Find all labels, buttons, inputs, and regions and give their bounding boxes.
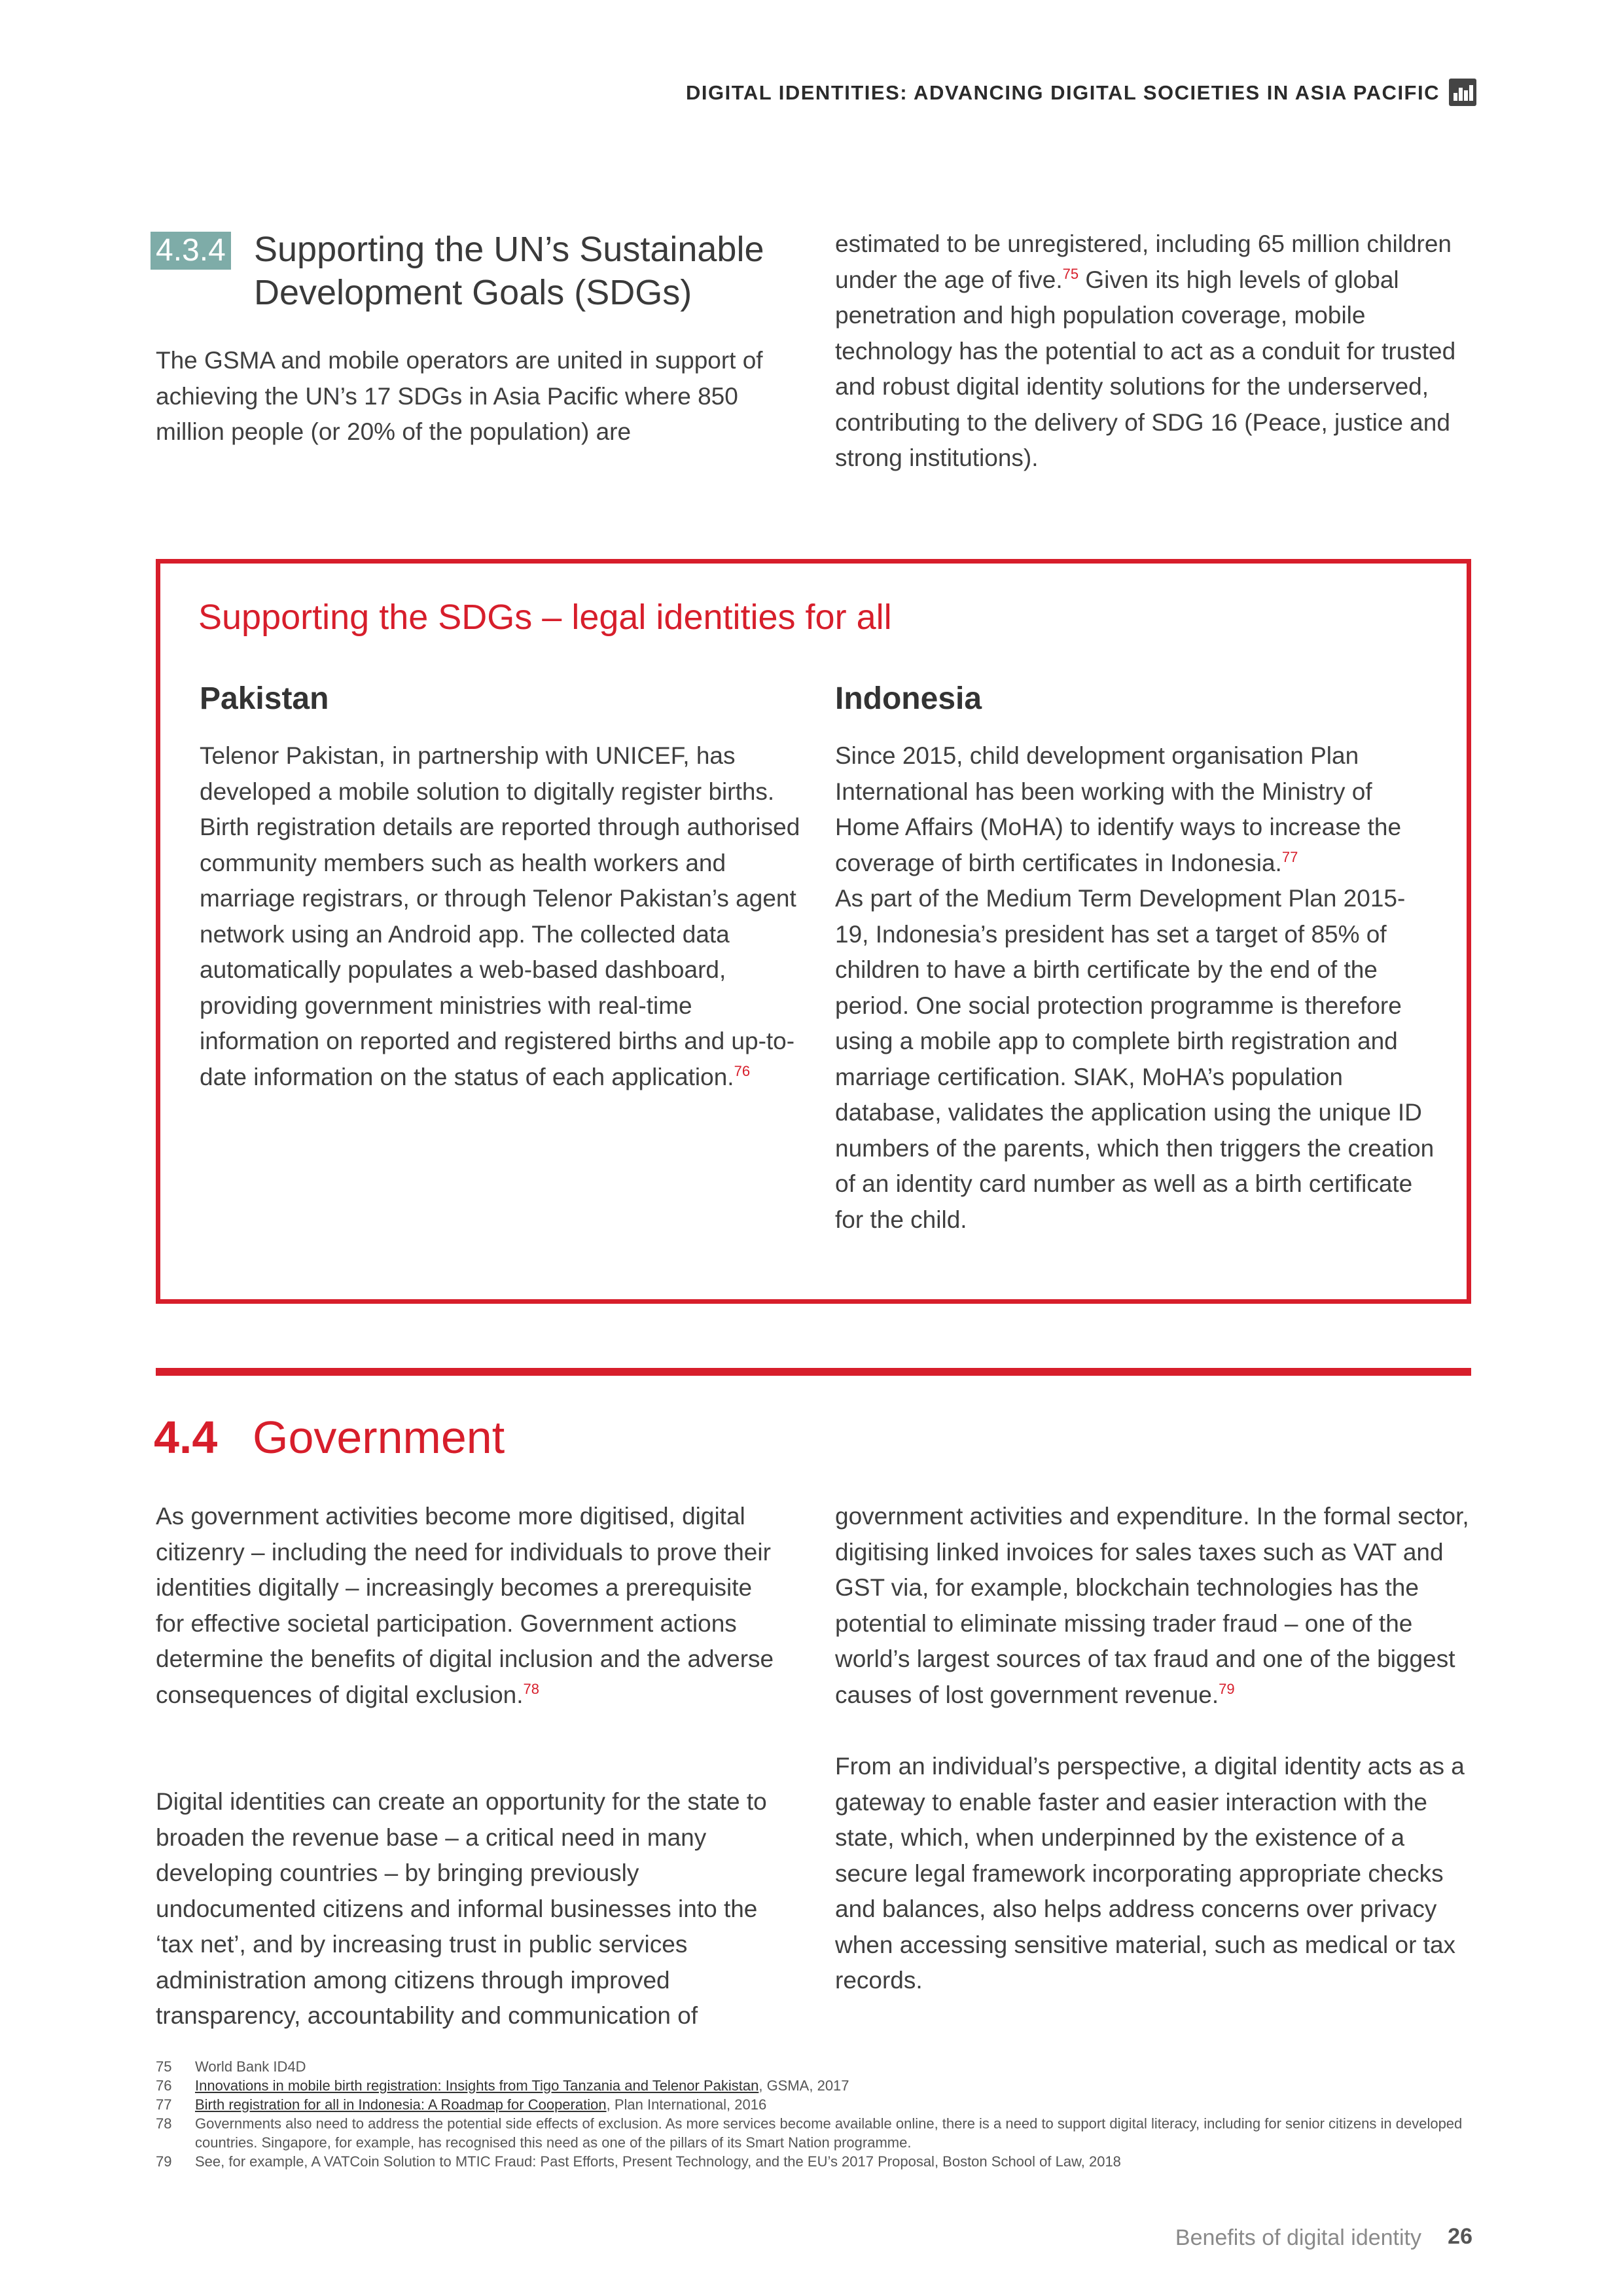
page-number: 26 bbox=[1448, 2224, 1472, 2249]
indonesia-paragraph: Since 2015, child development organisation Plan International has been working with the Ministry of Home Affairs (MoHA) to identify ways to increase the coverage of birth certificates in Indonesia.$^{77}$ As part of the Medium Term Development Plan 2015-19, Indonesia’s president has set a target of 85% of children to have a birth certificate by the end of the period. One social protection programme is therefore using a mobile app to complete birth registration and marriage certification. SIAK, MoHA’s population database, validates the application using the unique ID numbers of the parents, which then triggers the creation of an identity card number as well as a birth certificate for the child. bbox=[835, 742, 1435, 1233]
pakistan-paragraph: Telenor Pakistan, in partnership with UNICEF, has developed a mobile solution to digitally register births. Birth registration details are reported through authorised community members such as health workers and marriage registrars, or through Telenor Pakistan’s agent network using an Android app. The collected data automatically populates a web-based dashboard, providing government ministries with real-time information on reported and registered births and up-to-date information on the status of each application.$^{76}$ bbox=[200, 742, 800, 1090]
indonesia-heading: Indonesia bbox=[835, 681, 982, 716]
footnotes bbox=[156, 2057, 1471, 2171]
footnote: 79 See, for example, A VATCoin Solution to MTIC Fraud: Past Efforts, Present Technology, and the EU’s 2017 Proposal, Boston School of Law, 2018 bbox=[156, 2153, 1121, 2170]
government-paragraph-1: As government activities become more digitised, digital citizenry – including the need for individuals to prove their identities digitally – increasingly becomes a prerequisite for effective societal participation. Government actions determine the benefits of digital inclusion and the adverse consequences of digital exclusion.$^{78}$ bbox=[156, 1503, 774, 1708]
gsma-logo-icon bbox=[1449, 79, 1476, 106]
running-header: DIGITAL IDENTITIES: ADVANCING DIGITAL SOCIETIES IN ASIA PACIFIC bbox=[686, 81, 1440, 104]
footnote-ref: 77 bbox=[1281, 848, 1298, 865]
footnote-link[interactable]: Birth registration for all in Indonesia: A Roadmap for Cooperation bbox=[195, 2096, 607, 2113]
footnote-ref: 76 bbox=[734, 1062, 751, 1079]
case-study-title: Supporting the SDGs – legal identities for all bbox=[198, 598, 892, 637]
footnote-ref: 79 bbox=[1219, 1680, 1235, 1697]
footnote: 77 Birth registration for all in Indonesia: A Roadmap for Cooperation, Plan International, 2016 bbox=[156, 2096, 767, 2113]
footnote-ref: 78 bbox=[523, 1680, 540, 1697]
government-paragraph-3: government activities and expenditure. In the formal sector, digitising linked invoices for sales taxes such as VAT and GST via, for example, blockchain technologies has the potential to eliminate missing trader fraud – one of the world’s largest sources of tax fraud and one of the biggest causes of lost government revenue.$^{79}$ bbox=[835, 1503, 1469, 1708]
pakistan-heading: Pakistan bbox=[200, 681, 329, 716]
section-divider bbox=[156, 1368, 1471, 1376]
footnote: 78 Governments also need to address the potential side effects of exclusion. As more services become available online, there is a need to support digital literacy, including for senior citizens in developed countries. Singapore, for example, has recognised this need as one of the pillars of its Smart Nation programme. bbox=[156, 2115, 1463, 2151]
section-title: Supporting the UN’s Sustainable Development Goals (SDGs) bbox=[254, 230, 764, 312]
footnote-link[interactable]: Innovations in mobile birth registration: Insights from Tigo Tanzania and Telenor Pakistan bbox=[195, 2077, 759, 2094]
footnote: 75 World Bank ID4D bbox=[156, 2058, 306, 2075]
footnote: 76 Innovations in mobile birth registration: Insights from Tigo Tanzania and Telenor Pakistan, GSMA, 2017 bbox=[156, 2077, 849, 2094]
section-number: 4.4 bbox=[154, 1412, 218, 1463]
intro-paragraph-right: estimated to be unregistered, including 65 million children under the age of five.$^{75}$ Given its high levels of global penetration and high population coverage, mobile technology has the potential to act as a conduit for trusted and robust digital identity solutions for the underserved, contributing to the delivery of SDG 16 (Peace, justice and strong institutions). bbox=[835, 230, 1456, 471]
government-paragraph-4: From an individual’s perspective, a digital identity acts as a gateway to enable faster and easier interaction with the state, which, when underpinned by the existence of a secure legal framework incorporating appropriate checks and balances, also helps address concerns over privacy when accessing sensitive material, such as medical or tax records. bbox=[835, 1753, 1465, 1994]
footer-title: Benefits of digital identity bbox=[1175, 2225, 1421, 2250]
government-paragraph-2: Digital identities can create an opportunity for the state to broaden the revenue base – a critical need in many developing countries – by bringing previously undocumented citizens and informal businesses into the ‘tax net’, and by increasing trust in public services administration among citizens through improved transparency, accountability and communication of bbox=[156, 1788, 767, 2029]
intro-paragraph-left: The GSMA and mobile operators are united in support of achieving the UN’s 17 SDGs in Asia Pacific where 850 million people (or 20% of the population) are bbox=[156, 347, 763, 445]
footnote-ref: 75 bbox=[1062, 265, 1079, 282]
section-number-badge: 4.3.4 bbox=[151, 232, 231, 270]
section-title-government: Government bbox=[253, 1412, 505, 1463]
